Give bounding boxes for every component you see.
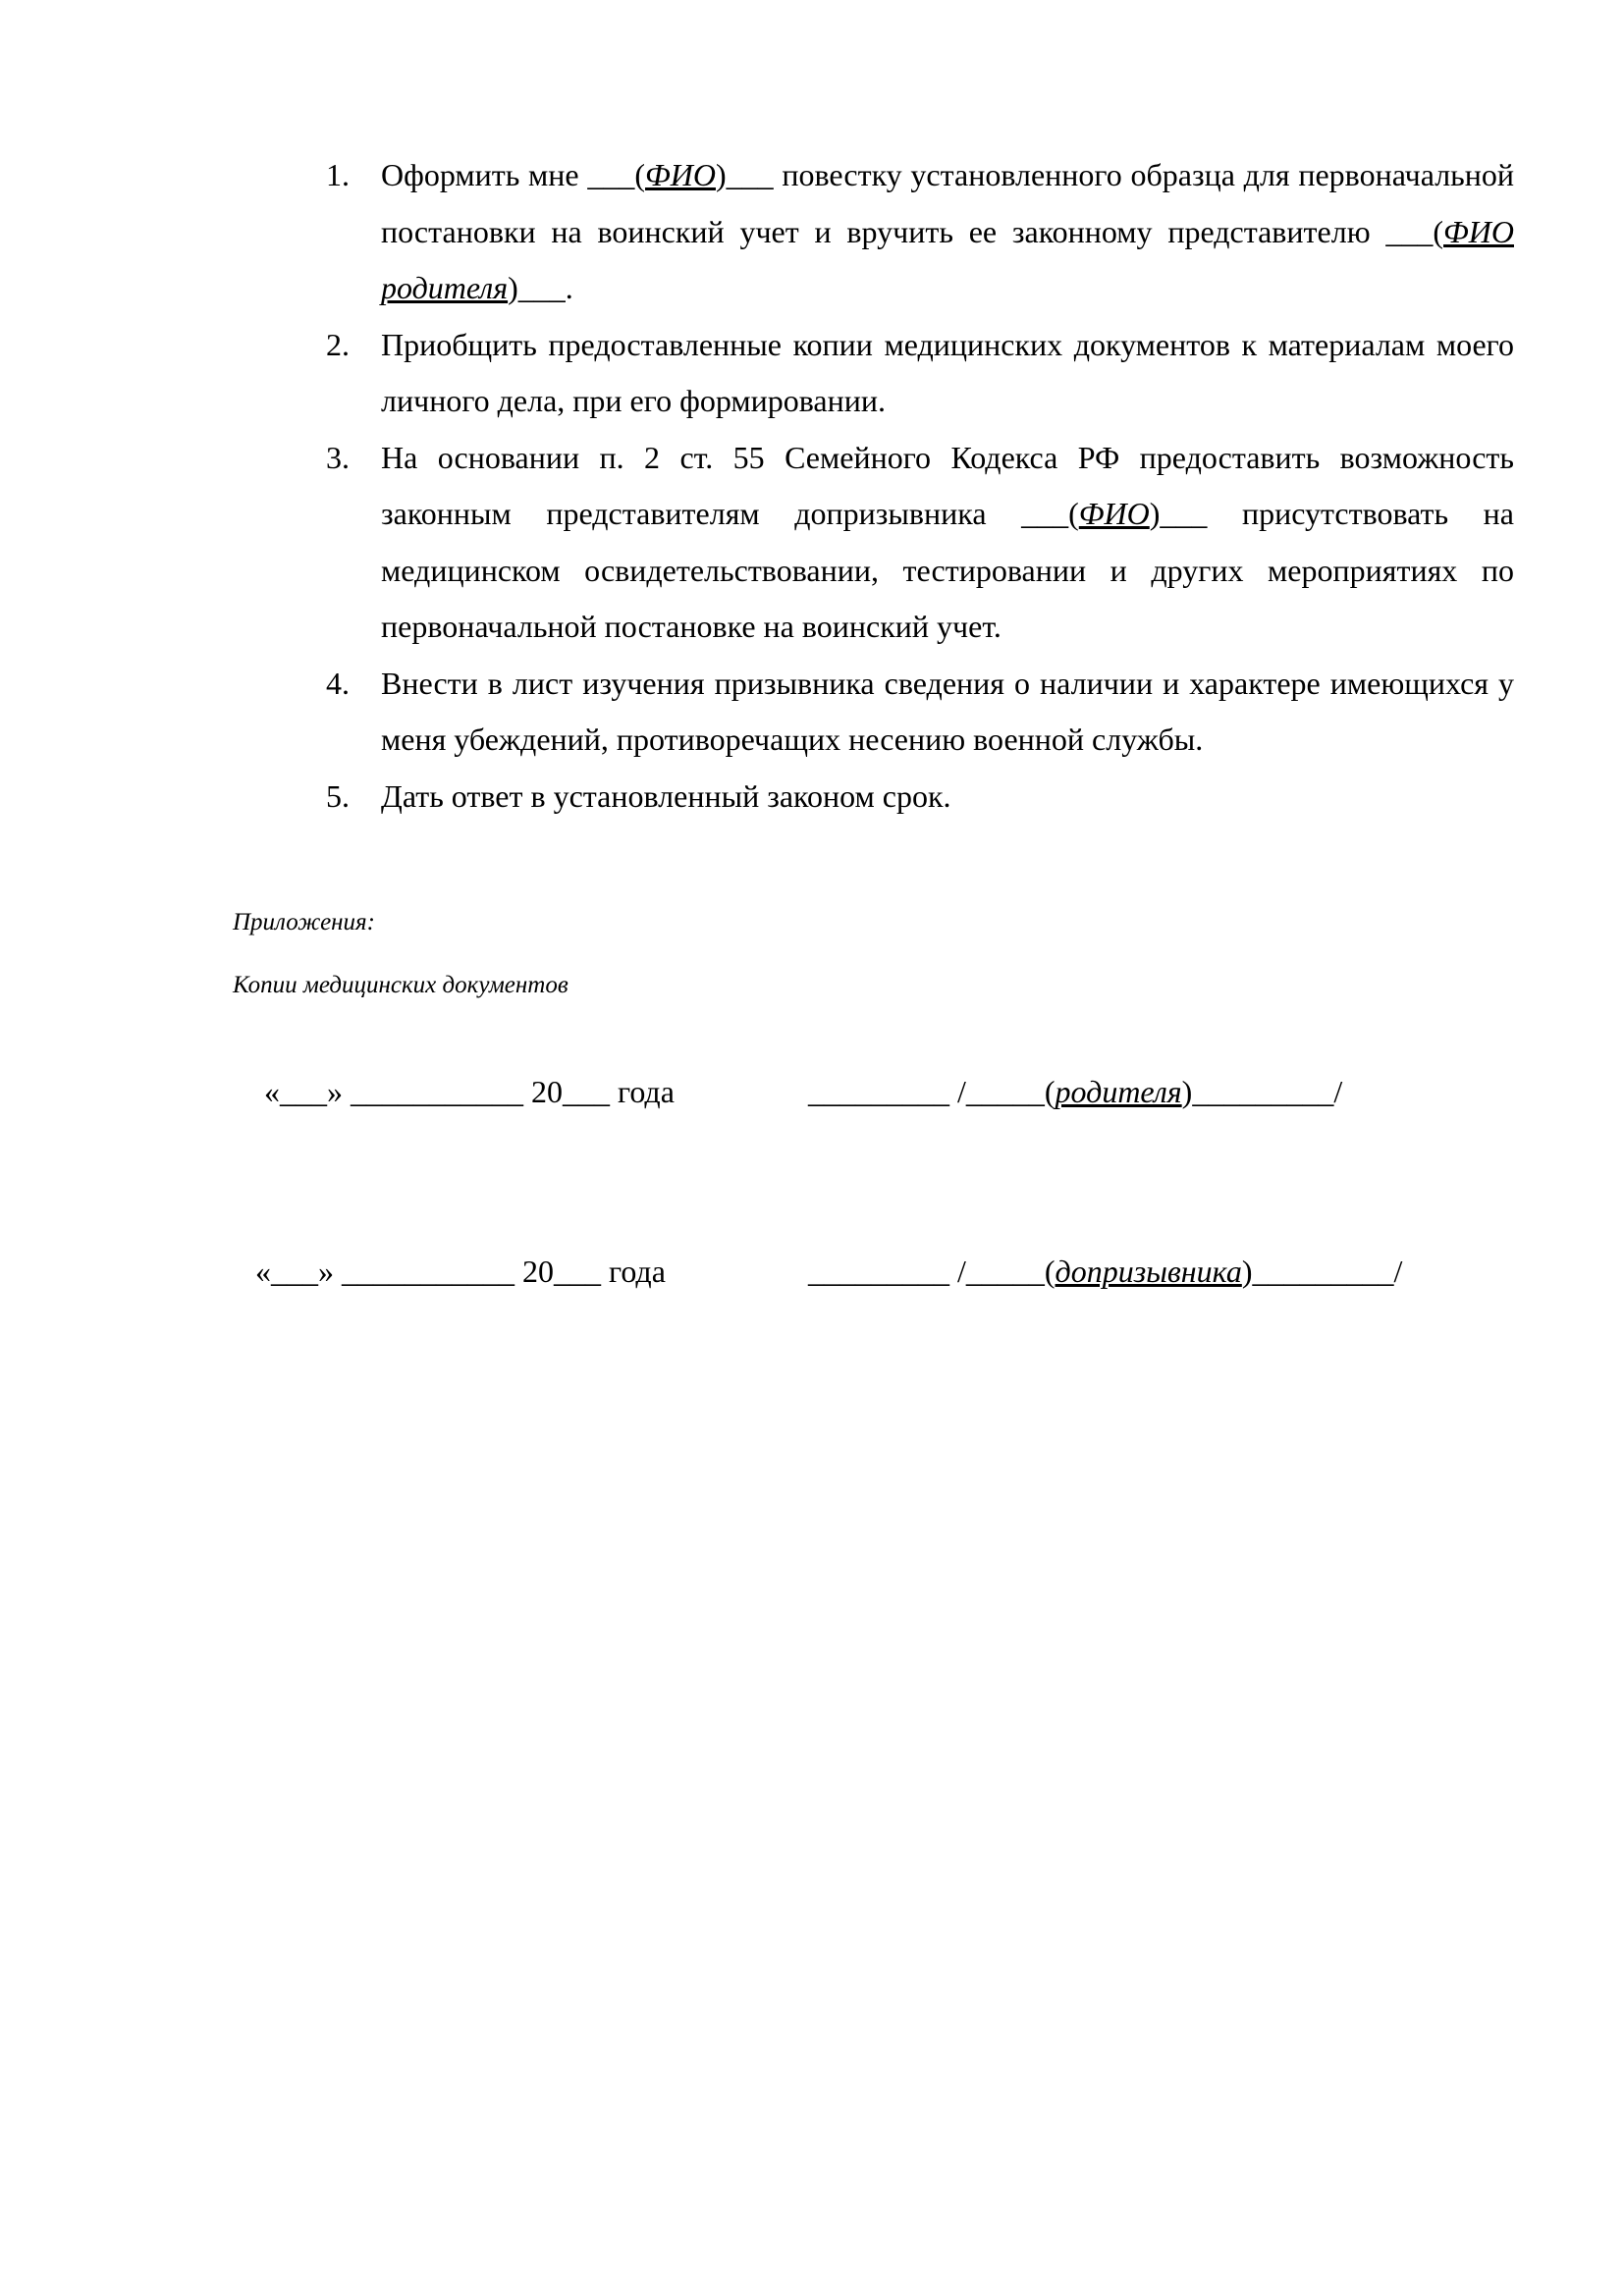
- list-item: [326, 317, 1514, 430]
- fio-placeholder: ФИО: [1078, 496, 1150, 531]
- list-item-number: 1.: [326, 157, 350, 192]
- list-item-text: Оформить мне ___(ФИО)___ повестку установленного образца для первоначальной постановки на воинский учет и вручить ее законному представителю ___(ФИО родителя)___.: [381, 157, 1515, 305]
- fio-placeholder: ФИО: [645, 157, 716, 192]
- list-item-number: 3.: [326, 439, 350, 475]
- list-item: [326, 147, 1514, 317]
- parent-fio-placeholder: ФИО: [1443, 213, 1514, 249]
- signature-row-parent: [0, 1068, 1624, 1115]
- date-field: «___» ___________ 20___ года: [264, 1074, 675, 1109]
- signature-field: _________ /_____(родителя)_________/: [808, 1074, 1343, 1109]
- signature-row-conscript: [0, 1248, 1624, 1295]
- list-item: [326, 769, 1514, 826]
- list-item-text: Приобщить предоставленные копии медицинских документов к материалам моего личного дела, при его формировании.: [381, 326, 1514, 418]
- list-item: [326, 656, 1514, 769]
- role-placeholder: допризывника: [1055, 1254, 1242, 1289]
- list-item-text: Дать ответ в установленный законом срок.: [381, 777, 951, 814]
- attachments-label: Приложения:: [233, 909, 376, 935]
- parent-placeholder: родителя: [381, 270, 509, 305]
- list-item: [326, 430, 1514, 656]
- role-placeholder: родителя: [1055, 1074, 1182, 1109]
- signature-field: _________ /_____(допризывника)_________/: [808, 1254, 1403, 1289]
- attachment-item: Копии медицинских документов: [233, 972, 568, 998]
- list-item-text: На основании п. 2 ст. 55 Семейного Кодекса РФ предоставить возможность законным представителям допризывника ___(ФИО)___ присутствовать на медицинском освидетельствовании, тестировании и других мероприятиях по первоначальной постановке на воинский учет.: [381, 439, 1514, 644]
- list-item-number: 5.: [326, 777, 350, 814]
- request-list: [326, 147, 1514, 825]
- list-item-text: Внести в лист изучения призывника сведения о наличии и характере имеющихся у меня убеждений, противоречащих несению военной службы.: [381, 665, 1514, 757]
- list-item-number: 2.: [326, 326, 350, 362]
- date-field: «___» ___________ 20___ года: [255, 1254, 666, 1289]
- list-item-number: 4.: [326, 665, 350, 701]
